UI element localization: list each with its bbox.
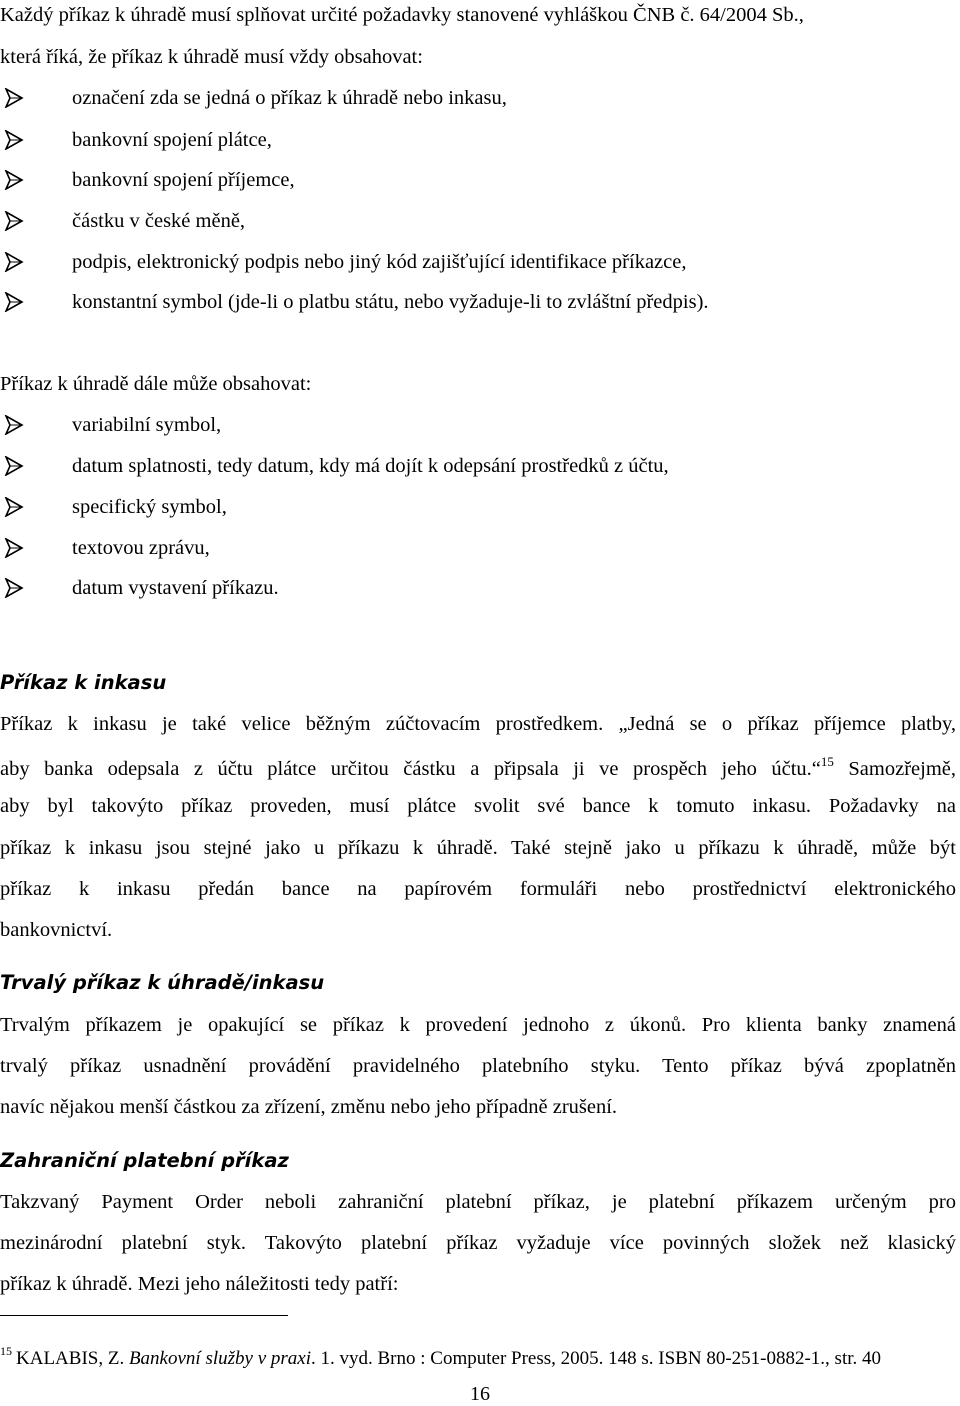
footnote-author: KALABIS, Z. (16, 1348, 125, 1369)
inkaso-line-6: bankovnictví. (0, 919, 113, 941)
inkaso-line-4: příkaz k inkasu jsou stejné jako u příkazu k úhradě. Také stejně jako u příkazu k úhradě, může být (0, 837, 956, 859)
arrow-bullet-icon (4, 130, 24, 150)
arrow-bullet-icon (4, 456, 24, 476)
list-item: datum splatnosti, tedy datum, kdy má dojít k odepsání prostředků z účtu, (0, 454, 669, 478)
intro-line-1: Každý příkaz k úhradě musí splňovat určité požadavky stanovené vyhláškou ČNB č. 64/2004 Sb., (0, 4, 804, 26)
trvaly-line-1: Trvalým příkazem je opakující se příkaz k provedení jednoho z úkonů. Pro klienta banky znamená (0, 1014, 956, 1036)
list-item: konstantní symbol (jde-li o platbu státu, nebo vyžaduje-li to zvláštní předpis). (0, 290, 709, 314)
arrow-bullet-icon (4, 88, 24, 108)
inkaso-line-2: aby banka odepsala z účtu plátce určitou částku a připsala ji ve prospěch jeho účtu.“$^{15}$ Samozřejmě, (0, 754, 956, 780)
intro-line-2: která říká, že příkaz k úhradě musí vždy obsahovat: (0, 46, 423, 68)
optional-intro: Příkaz k úhradě dále může obsahovat: (0, 373, 312, 395)
list-item: bankovní spojení příjemce, (0, 168, 295, 192)
section-heading-trvaly: Trvalý příkaz k úhradě/inkasu (0, 971, 325, 994)
list-item: textovou zprávu, (0, 536, 210, 560)
arrow-bullet-icon (4, 538, 24, 558)
footnote-rest: . 1. vyd. Brno : Computer Press, 2005. 148 s. ISBN 80-251-0882-1., str. 40 (311, 1348, 881, 1369)
section-heading-zahranicni: Zahraniční platební příkaz (0, 1149, 289, 1172)
zahranicni-line-2: mezinárodní platební styk. Takovýto platební příkaz vyžaduje více povinných složek než klasický (0, 1232, 956, 1254)
arrow-bullet-icon (4, 497, 24, 517)
list-item: označení zda se jedná o příkaz k úhradě nebo inkasu, (0, 86, 507, 110)
inkaso-line-5: příkaz k inkasu předán bance na papírovém formuláři nebo prostřednictví elektronického (0, 878, 956, 900)
footnote (0, 1344, 881, 1370)
footnote-separator (0, 1315, 288, 1316)
zahranicni-line-3: příkaz k úhradě. Mezi jeho náležitosti tedy patří: (0, 1273, 399, 1295)
section-heading-inkaso: Příkaz k inkasu (0, 671, 167, 694)
list-item: specifický symbol, (0, 495, 227, 519)
arrow-bullet-icon (4, 578, 24, 598)
list-item: částku v české měně, (0, 209, 245, 233)
arrow-bullet-icon (4, 415, 24, 435)
trvaly-line-3: navíc nějakou menší částkou za zřízení, změnu nebo jeho případně zrušení. (0, 1096, 618, 1118)
arrow-bullet-icon (4, 170, 24, 190)
arrow-bullet-icon (4, 211, 24, 231)
arrow-bullet-icon (4, 292, 24, 312)
footnote-title: Bankovní služby v praxi (128, 1348, 311, 1369)
inkaso-line-3: aby byl takovýto příkaz proveden, musí plátce svolit své bance k tomuto inkasu. Požadavky na (0, 795, 956, 817)
page-number: 16 (470, 1383, 490, 1405)
arrow-bullet-icon (4, 252, 24, 272)
footnote-number: 15 (0, 1344, 12, 1358)
footnote-ref: 15 (820, 754, 834, 769)
inkaso-line-1: Příkaz k inkasu je také velice běžným zúčtovacím prostředkem. „Jedná se o příkaz příjemce platby, (0, 713, 956, 735)
list-item: podpis, elektronický podpis nebo jiný kód zajišťující identifikace příkazce, (0, 250, 686, 274)
zahranicni-line-1: Takzvaný Payment Order neboli zahraniční platební příkaz, je platební příkazem určeným pro (0, 1191, 956, 1213)
list-item: datum vystavení příkazu. (0, 576, 279, 600)
trvaly-line-2: trvalý příkaz usnadnění provádění pravidelného platebního styku. Tento příkaz bývá zpoplatněn (0, 1055, 956, 1077)
list-item: bankovní spojení plátce, (0, 128, 272, 152)
list-item: variabilní symbol, (0, 413, 221, 437)
